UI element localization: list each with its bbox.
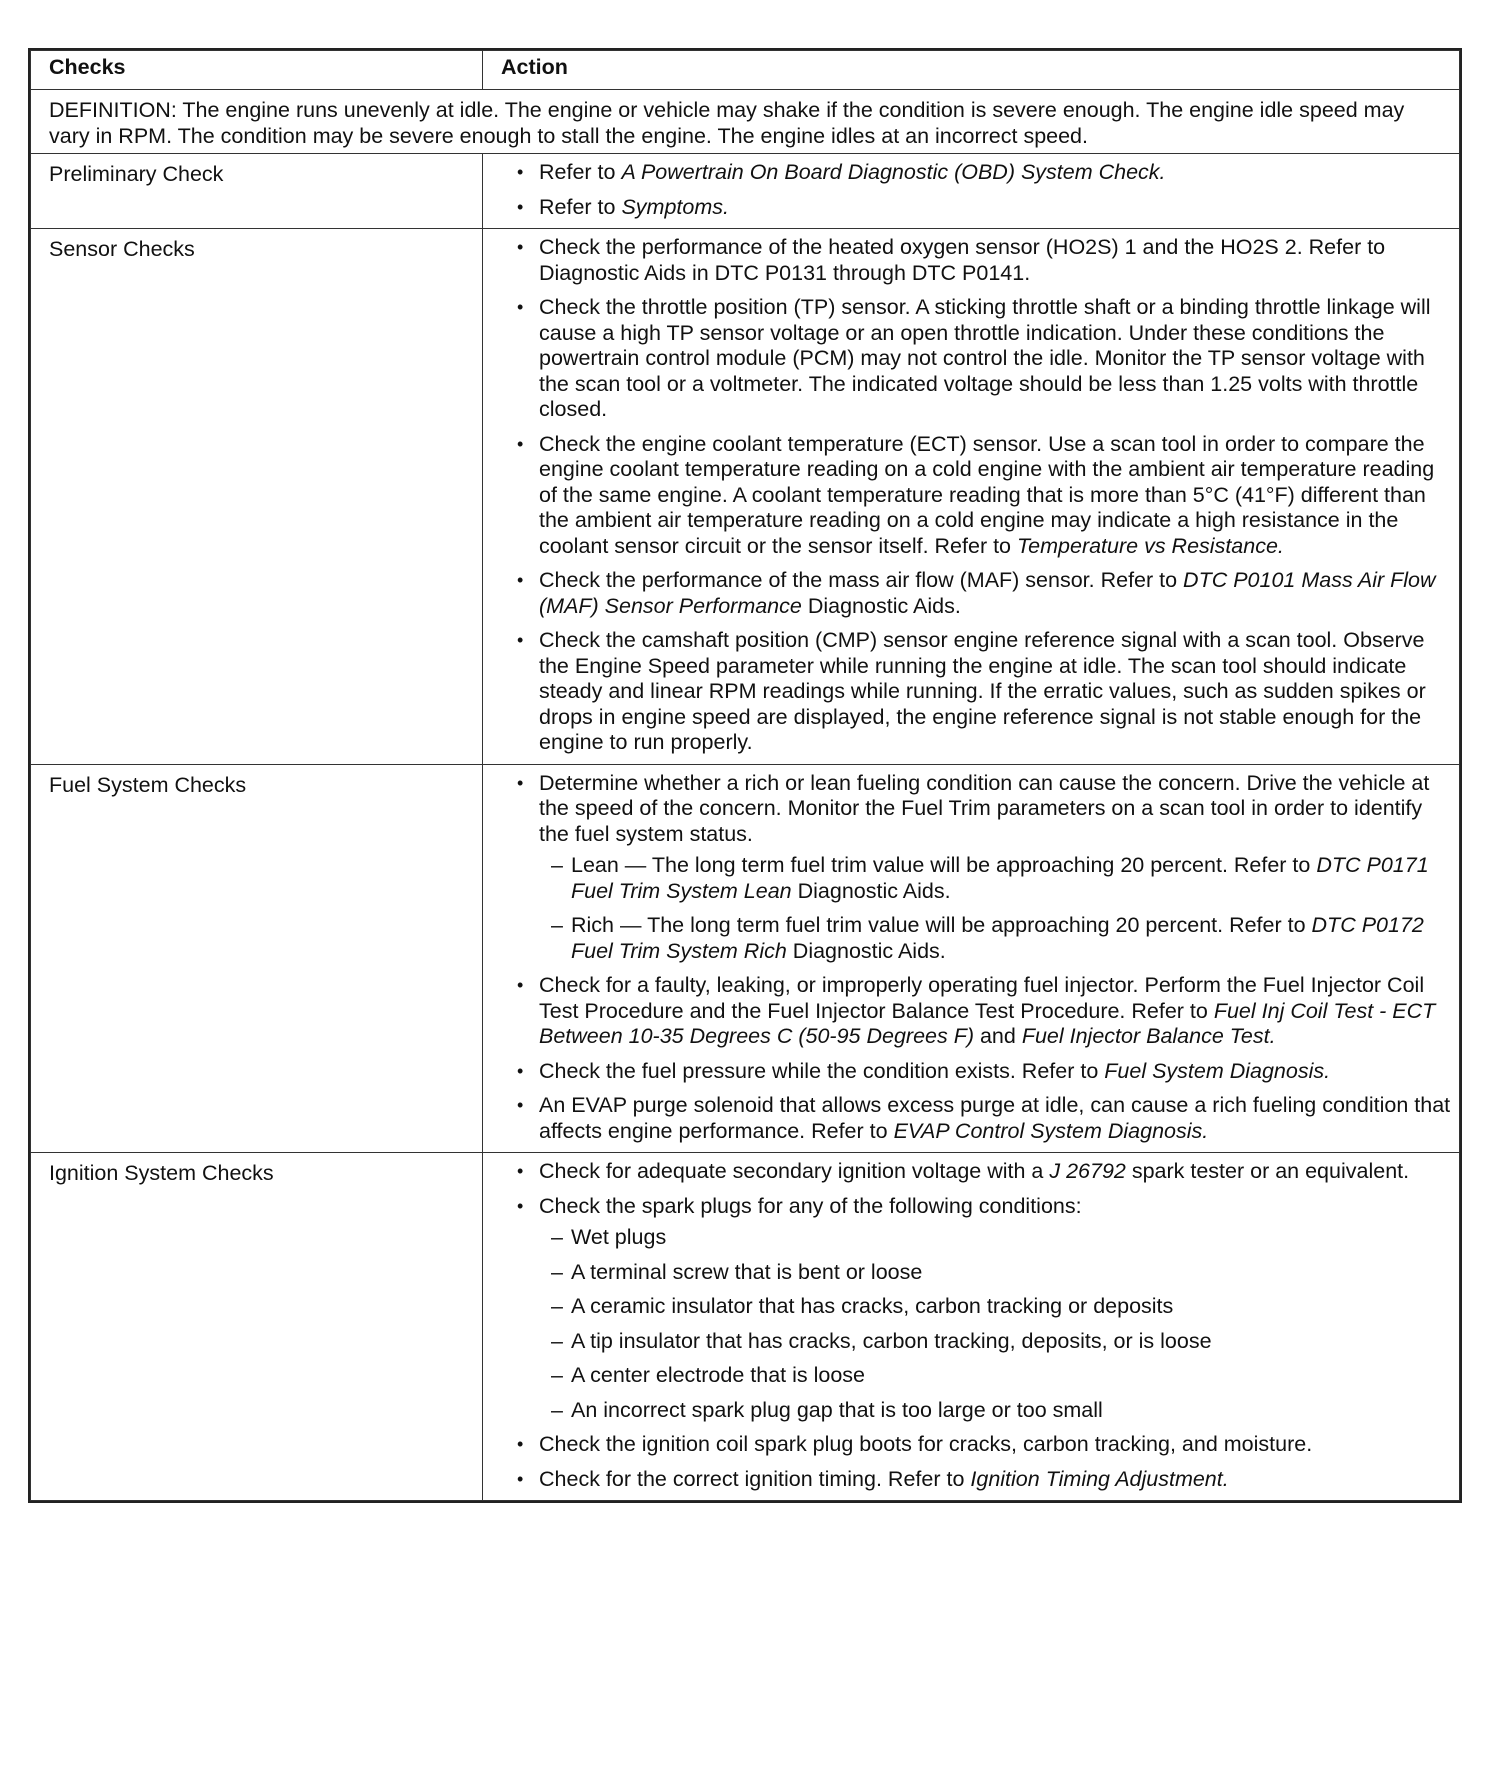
action-item — [513, 295, 1451, 423]
action-item — [513, 1194, 1451, 1424]
sub-action-item — [551, 1363, 1451, 1389]
action-item — [513, 771, 1451, 965]
action-text: Rich — The long term fuel trim value will be approaching 20 percent. Refer to — [571, 913, 1312, 937]
header-row — [31, 51, 1460, 90]
sub-action-item — [551, 1294, 1451, 1320]
table-row — [31, 1153, 1460, 1501]
action-cell — [483, 154, 1460, 229]
action-item — [513, 1093, 1451, 1144]
reference-link-text: Fuel Injector Balance Test. — [1021, 1024, 1276, 1048]
definition-text: DEFINITION: The engine runs unevenly at idle. The engine or vehicle may shake if the condition is severe enough. The engine idle speed may vary in RPM. The condition may be severe enough to stall the engine. The engine idles at an incorrect speed. — [31, 90, 1460, 154]
sub-action-item — [551, 913, 1451, 964]
action-text: A center electrode that is loose — [571, 1363, 866, 1387]
header-action: Action — [483, 51, 1460, 90]
action-text: Diagnostic Aids. — [791, 878, 951, 903]
action-text: Wet plugs — [571, 1225, 667, 1249]
reference-link-text: DTC P0101 Mass Air Flow (MAF) Sensor Performance — [539, 568, 1436, 618]
sub-action-item — [551, 1329, 1451, 1355]
reference-link-text: Fuel System Diagnosis. — [1104, 1058, 1331, 1083]
reference-link-text: Symptoms. — [621, 194, 729, 219]
check-name: Sensor Checks — [31, 229, 483, 765]
action-text: and — [974, 1024, 1022, 1048]
action-text: Check the spark plugs for any of the following conditions: — [539, 1193, 1082, 1218]
action-text: Check the throttle position (TP) sensor. A sticking throttle shaft or a binding throttle linkage will cause a high TP sensor voltage or an open throttle indication. Under these conditions the powertrain control module (PCM) may not control the idle. Monitor the TP sensor voltage with the scan tool or a voltmeter. The indicated voltage should be less than 1.25 volts with throttle closed. — [539, 295, 1431, 421]
action-text: A terminal screw that is bent or loose — [571, 1259, 923, 1284]
action-item — [513, 568, 1451, 619]
action-item — [513, 1432, 1451, 1458]
reference-link-text: J 26792 — [1049, 1159, 1126, 1183]
reference-link-text: Temperature vs Resistance. — [1017, 533, 1284, 558]
header-checks: Checks — [31, 51, 483, 90]
check-name: Preliminary Check — [31, 154, 483, 229]
table-row — [31, 764, 1460, 1153]
sub-action-list — [539, 853, 1451, 964]
action-text: An EVAP purge solenoid that allows excess purge at idle, can cause a rich fueling condition that affects engine performance. Refer to — [539, 1093, 1451, 1143]
reference-link-text: EVAP Control System Diagnosis. — [893, 1118, 1209, 1143]
action-list — [513, 235, 1451, 756]
diagnostic-table — [30, 50, 1460, 1501]
sub-action-item — [551, 1398, 1451, 1424]
action-text: Lean — The long term fuel trim value will be approaching 20 percent. Refer to — [571, 853, 1317, 877]
action-text: Check the performance of the mass air flow (MAF) sensor. Refer to — [539, 568, 1184, 592]
action-text: Refer to — [539, 194, 622, 219]
table-row — [31, 229, 1460, 765]
table-row — [31, 154, 1460, 229]
action-text: A ceramic insulator that has cracks, carbon tracking or deposits — [571, 1294, 1174, 1318]
action-cell — [483, 1153, 1460, 1501]
action-item — [513, 1467, 1451, 1493]
action-text: Check for the correct ignition timing. Refer to — [539, 1466, 971, 1491]
reference-link-text: Fuel Inj Coil Test - ECT Between 10-35 Degrees C (50-95 Degrees F) — [539, 998, 1436, 1048]
action-text: Refer to — [539, 160, 622, 184]
action-text: Check the ignition coil spark plug boots for cracks, carbon tracking, and moisture. — [539, 1432, 1313, 1456]
action-text: Diagnostic Aids. — [801, 593, 961, 618]
sub-action-list — [539, 1225, 1451, 1423]
sub-action-item — [551, 1260, 1451, 1286]
action-text: Check the engine coolant temperature (ECT) sensor. Use a scan tool in order to compare the engine coolant temperature reading on a cold engine with the ambient air temperature reading of the same engine. A coolant temperature reading that is more than 5°C (41°F) different than the ambient air temperature reading on a cold engine may indicate a high resistance in the coolant sensor circuit or the sensor itself. Refer to — [539, 431, 1435, 558]
action-cell — [483, 764, 1460, 1153]
action-list — [513, 1159, 1451, 1492]
sub-action-item — [551, 1225, 1451, 1251]
action-item — [513, 432, 1451, 560]
action-list — [513, 160, 1451, 220]
sub-action-item — [551, 853, 1451, 904]
action-list — [513, 771, 1451, 1145]
action-item — [513, 628, 1451, 756]
action-text: Determine whether a rich or lean fueling condition can cause the concern. Drive the vehicle at the speed of the concern. Monitor the Fuel Trim parameters on a scan tool in order to identify the fuel system status. — [539, 770, 1430, 846]
action-item — [513, 1059, 1451, 1085]
action-text: Check for a faulty, leaking, or improperly operating fuel injector. Perform the Fuel Injector Coil Test Procedure and the Fuel Injector Balance Test Procedure. Refer to — [539, 973, 1425, 1023]
reference-link-text: Ignition Timing Adjustment. — [970, 1466, 1229, 1491]
definition-row — [31, 90, 1460, 154]
reference-link-text: DTC P0171 Fuel Trim System Lean — [571, 853, 1429, 903]
action-item — [513, 973, 1451, 1050]
reference-link-text: A Powertrain On Board Diagnostic (OBD) System Check. — [621, 160, 1166, 184]
action-item — [513, 1159, 1451, 1185]
action-text: Diagnostic Aids. — [786, 938, 946, 963]
action-cell — [483, 229, 1460, 765]
action-text: Check the performance of the heated oxygen sensor (HO2S) 1 and the HO2S 2. Refer to Diagnostic Aids in DTC P0131 through DTC P0141. — [539, 235, 1386, 285]
action-text: A tip insulator that has cracks, carbon tracking, deposits, or is loose — [571, 1328, 1212, 1353]
action-text: Check for adequate secondary ignition voltage with a — [539, 1159, 1050, 1183]
action-text: Check the fuel pressure while the condition exists. Refer to — [539, 1058, 1105, 1083]
check-name: Ignition System Checks — [31, 1153, 483, 1501]
action-text: spark tester or an equivalent. — [1125, 1159, 1410, 1183]
diagnostic-table-sheet — [28, 48, 1462, 1503]
table-body — [31, 90, 1460, 1501]
action-text: Check the camshaft position (CMP) sensor engine reference signal with a scan tool. Observe the Engine Speed parameter while running the engine at idle. The scan tool should indicate steady and linear RPM readings while running. If the erratic values, such as sudden spikes or drops in engine speed are displayed, the engine reference signal is not stable enough for the engine to run properly. — [539, 628, 1426, 754]
action-item — [513, 235, 1451, 286]
reference-link-text: DTC P0172 Fuel Trim System Rich — [571, 913, 1424, 963]
action-text: An incorrect spark plug gap that is too large or too small — [571, 1397, 1103, 1422]
action-item — [513, 160, 1451, 186]
action-item — [513, 195, 1451, 221]
check-name: Fuel System Checks — [31, 764, 483, 1153]
